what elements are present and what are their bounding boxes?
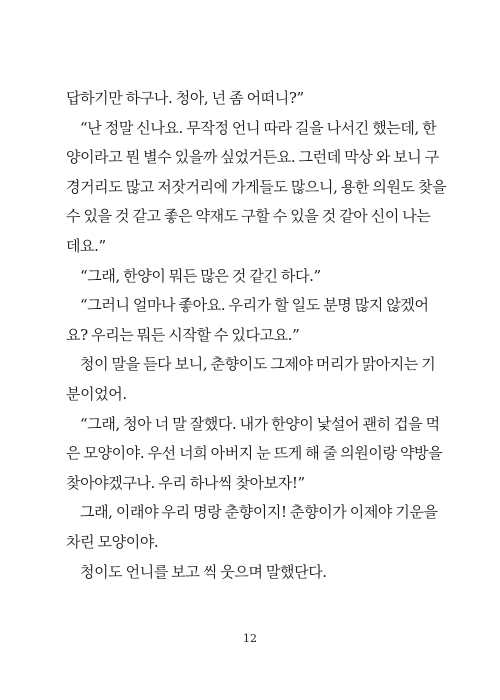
text-line: “그래, 청아 너 말 잘했다. 내가 한양이 낯설어 괜히 겁을 먹 [80, 414, 440, 433]
text-line: 경거리도 많고 저잣거리에 가게들도 많으니, 용한 의원도 찾을 [66, 177, 447, 196]
text-line: 분이었어. [66, 384, 127, 403]
text-line: 요? 우리는 뭐든 시작할 수 있다고요.” [66, 325, 300, 344]
text-line: 청이 말을 듣다 보니, 춘향이도 그제야 머리가 맑아지는 기 [80, 355, 436, 374]
text-line: “그러니 얼마나 좋아요. 우리가 할 일도 분명 많지 않겠어 [80, 296, 429, 315]
text-line: 그래, 이래야 우리 명랑 춘향이지! 춘향이가 이제야 기운을 [80, 503, 438, 522]
text-line: 양이라고 뭔 별수 있을까 싶었거든요. 그런데 막상 와 보니 구 [66, 148, 439, 167]
text-line: “그래, 한양이 뭐든 많은 것 같긴 하다.” [80, 266, 321, 285]
text-line: 차린 모양이야. [66, 532, 159, 551]
text-line: 청이도 언니를 보고 씩 웃으며 말했단다. [80, 562, 327, 581]
page-number: 12 [243, 632, 257, 645]
text-line: 은 모양이야. 우선 너희 아버지 눈 뜨게 해 줄 의원이랑 약방을 [66, 444, 443, 463]
text-line: 답하기만 하구나. 청아, 넌 좀 어떠니?” [66, 89, 304, 107]
text-line: 찾아야겠구나. 우리 하나씩 찾아보자!” [66, 473, 305, 492]
text-line: 수 있을 것 같고 좋은 약재도 구할 수 있을 것 같아 신이 나는 [66, 207, 431, 226]
text-line: 데요.” [66, 236, 106, 255]
text-line: “난 정말 신나요. 무작정 언니 따라 길을 나서긴 했는데, 한 [80, 118, 437, 137]
page-body [66, 84, 447, 587]
